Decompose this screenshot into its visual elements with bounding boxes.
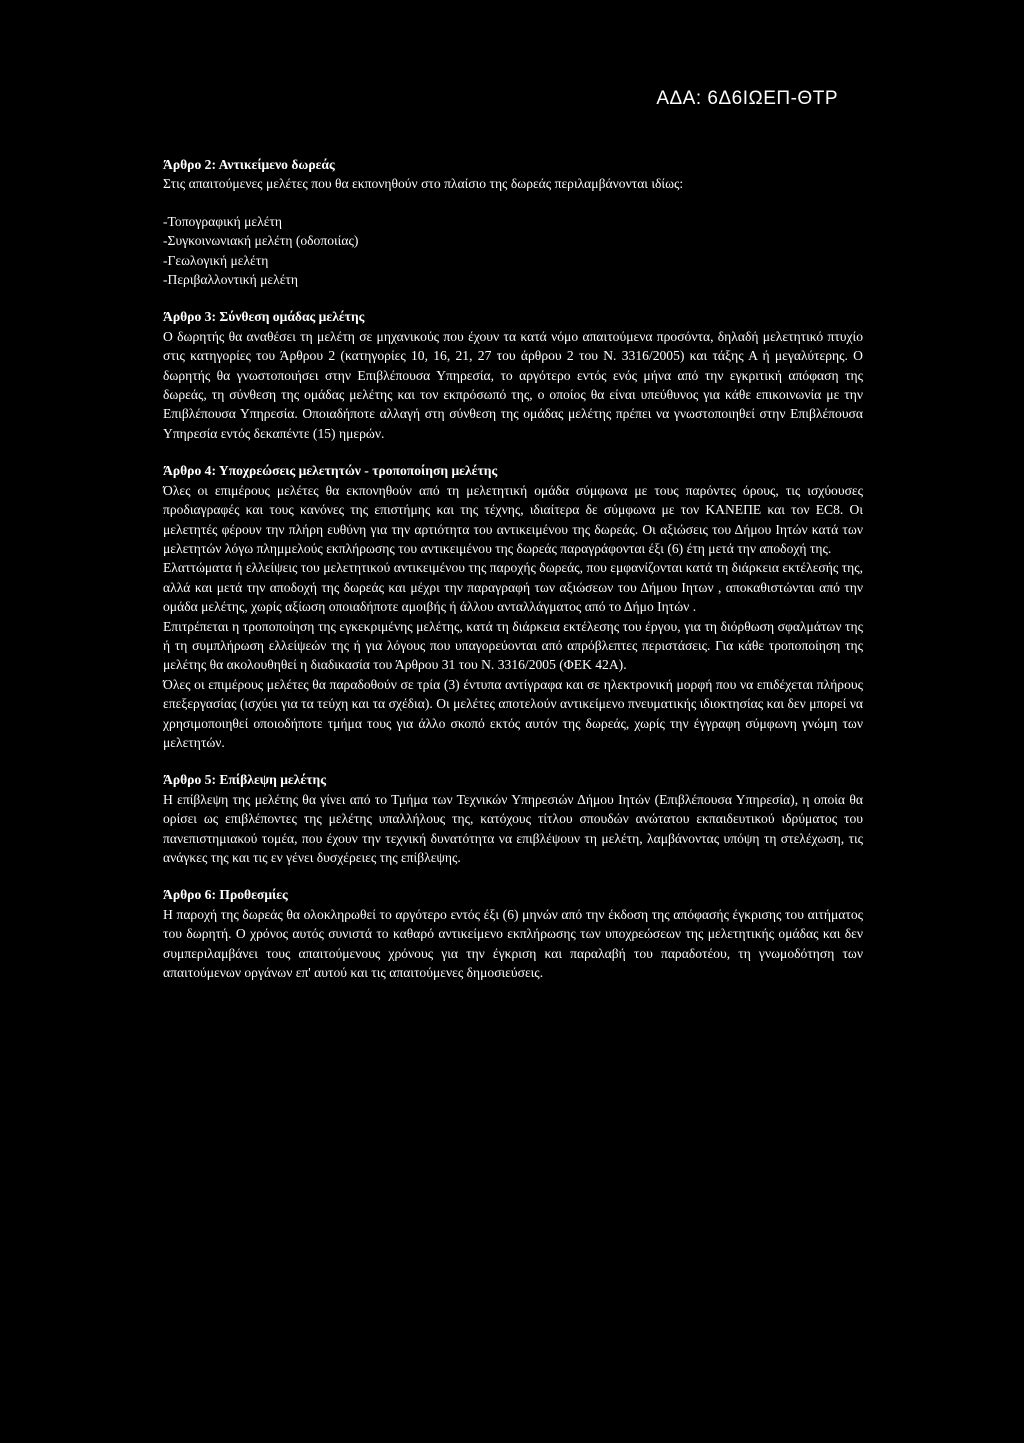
article-3-heading: Άρθρο 3: Σύνθεση ομάδας μελέτης: [163, 309, 365, 325]
article-4: [163, 461, 863, 752]
article-4-heading: Άρθρο 4: Υποχρεώσεις μελετητών - τροποποίηση μελέτης: [163, 463, 498, 479]
article-6: [163, 885, 863, 982]
article-6-heading: Άρθρο 6: Προθεσμίες: [163, 887, 288, 903]
article-2: [163, 155, 863, 289]
document-body: [163, 155, 863, 1000]
list-item: -Περιβαλλοντική μελέτη: [163, 272, 299, 288]
article-4-paragraph: Ελαττώματα ή ελλείψεις του μελετητικού αντικειμένου της παροχής δωρεάς, που εμφανίζονται κατά τη διάρκεια εκτέλεσής της, αλλά και μετά την αποδοχή της δωρεάς και μέχρι την παραγραφή των αξιώσεων του Δήμου Ιητων , αποκαθιστώνται από την ομάδα μελέτης, χωρίς αξίωση οποιαδήποτε αμοιβής ή άλλου ανταλλάγματος από το Δήμο Ιητών .: [163, 560, 863, 615]
article-2-intro: Στις απαιτούμενες μελέτες που θα εκπονηθούν στο πλαίσιο της δωρεάς περιλαμβάνονται ιδίως:: [163, 176, 684, 192]
list-item: -Τοπογραφική μελέτη: [163, 213, 282, 229]
article-3-text: Ο δωρητής θα αναθέσει τη μελέτη σε μηχανικούς που έχουν τα κατά νόμο απαιτούμενα προσόντα, δηλαδή μελετητικό πτυχίο στις κατηγορίες του Άρθρου 2 (κατηγορίες 10, 16, 21, 27 του άρθρου 2 του Ν. 3316/2005) και τάξης Α ή μεγαλύτερης. Ο δωρητής θα γνωστοποιήσει στην Επιβλέπουσα Υπηρεσία, το αργότερο εντός ενός μήνα από την εγκριτική απόφαση της δωρεάς, τη σύνθεση της ομάδας μελέτης και τον εκπρόσωπό της, ο οποίος θα είναι υπεύθυνος για κάθε επικοινωνία με την Επιβλέπουσα Υπηρεσία. Οποιαδήποτε αλλαγή στη σύνθεση της ομάδας μελέτης πρέπει να γνωστοποιηθεί στην Επιβλέπουσα Υπηρεσία εντός δεκαπέντε (15) ημερών.: [163, 328, 863, 441]
article-3: [163, 307, 863, 443]
list-item: -Γεωλογική μελέτη: [163, 252, 269, 268]
list-item: -Συγκοινωνιακή μελέτη (οδοποιίας): [163, 233, 359, 249]
article-5: [163, 770, 863, 867]
article-6-text: Η παροχή της δωρεάς θα ολοκληρωθεί το αργότερο εντός έξι (6) μηνών από την έκδοση της απόφασής έγκρισης του αιτήματος του δωρητή. Ο χρόνος αυτός συνιστά το καθαρό αντικείμενο εκπλήρωσης των υποχρεώσεων της μελετητικής ομάδας και δεν συμπεριλαμβάνει τους απαιτούμενους χρόνους για την έγκριση και παραλαβή του παραδοτέου, τη γνωμοδότηση των απαιτούμενων οργάνων επ' αυτού και τις απαιτούμενες δημοσιεύσεις.: [163, 906, 863, 981]
article-4-paragraph: Όλες οι επιμέρους μελέτες θα εκπονηθούν από τη μελετητική ομάδα σύμφωνα με τους παρόντες όρους, τις ισχύουσες προδιαγραφές και τους κανόνες της επιστήμης και της τέχνης, ιδιαίτερα δε σύμφωνα με τον ΚΑΝΕΠΕ και τον EC8. Οι μελετητές φέρουν την πλήρη ευθύνη για την αρτιότητα του αντικειμένου της δωρεάς. Οι αξιώσεις του Δήμου Ιητών κατά των μελετητών λόγω πλημμελούς εκπλήρωσης του αντικειμένου της δωρεάς παραγράφονται έξι (6) έτη μετά την αποδοχή της.: [163, 482, 863, 556]
article-4-paragraph: Επιτρέπεται η τροποποίηση της εγκεκριμένης μελέτης, κατά τη διάρκεια εκτέλεσης του έργου, για τη διόρθωση σφαλμάτων της ή τη συμπλήρωση ελλείψεών της ή για λόγους που υπαγορεύονται από απρόβλεπτες περιστάσεις. Για κάθε τροποποίηση της μελέτης θα ακολουθηθεί η διαδικασία του Άρθρου 31 του Ν. 3316/2005 (ΦΕΚ 42Α).: [163, 618, 863, 673]
article-5-heading: Άρθρο 5: Επίβλεψη μελέτης: [163, 772, 326, 788]
ada-code: ΑΔΑ: 6Δ6ΙΩΕΠ-ΘΤΡ: [656, 88, 838, 109]
article-2-heading: Άρθρο 2: Αντικείμενο δωρεάς: [163, 157, 335, 172]
article-5-text: Η επίβλεψη της μελέτης θα γίνει από το Τμήμα των Τεχνικών Υπηρεσιών Δήμου Ιητών (Επιβλέπουσα Υπηρεσία), η οποία θα ορίσει ως επιβλέποντες της μελέτης υπαλλήλους της, κατόχους τίτλου σπουδών ανώτατου εκπαιδευτικού ιδρύματος του πανεπιστημιακού τομέα, που έχουν την τεχνική δυνατότητα να επιβλέψουν τη μελέτη, λαμβάνοντας υπόψη τη στελέχωση, τις ανάγκες της και τις εν γένει δυσχέρειες της επίβλεψης.: [163, 791, 863, 865]
article-4-paragraph: Όλες οι επιμέρους μελέτες θα παραδοθούν σε τρία (3) έντυπα αντίγραφα και σε ηλεκτρονική μορφή που να επιδέχεται πλήρους επεξεργασίας (ισχύει για τα τεύχη και τα σχέδια). Οι μελέτες αποτελούν αντικείμενο πνευματικής ιδιοκτησίας και δεν μπορεί να χρησιμοποιηθεί οποιοδήποτε τμήμα τους για άλλο σκοπό εκτός αυτόν της δωρεάς, χωρίς την έγγραφη σύμφωνη γνώμη των μελετητών.: [163, 676, 863, 750]
study-list: [163, 212, 863, 290]
